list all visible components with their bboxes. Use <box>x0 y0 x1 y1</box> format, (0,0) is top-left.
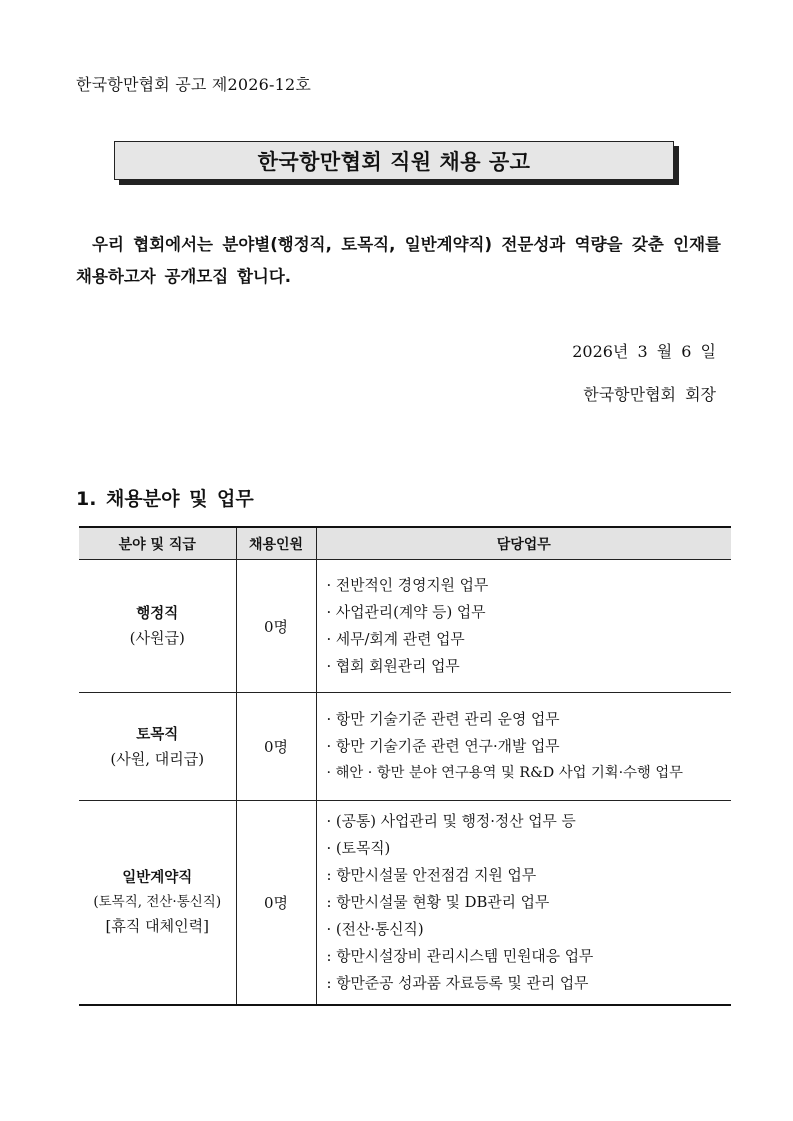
category-cell <box>79 560 236 693</box>
category-grade: (토목직, 전산·통신직) <box>93 894 222 911</box>
duty-item: : 항만준공 성과품 자료등록 및 관리 업무 <box>326 974 589 992</box>
header-duties: 담당업무 <box>316 527 731 560</box>
category-cell <box>79 693 236 801</box>
headcount: 0명 <box>236 801 316 1005</box>
duty-item: · 세무/회계 관련 업무 <box>326 631 465 648</box>
table-header-row <box>79 527 731 560</box>
header-count: 채용인원 <box>236 527 316 560</box>
category-grade: (사원급) <box>129 629 185 647</box>
category-name: 행정직 <box>136 606 179 622</box>
duties-cell <box>316 693 731 801</box>
duty-item: : 항만시설물 현황 및 DB관리 업무 <box>326 893 550 911</box>
recruitment-table <box>79 526 731 1006</box>
category-grade: (사원, 대리급) <box>110 749 205 768</box>
duty-item: · (공통) 사업관리 및 행정·정산 업무 등 <box>326 812 576 830</box>
duty-item: : 항만시설물 안전점검 지원 업무 <box>326 866 537 884</box>
section-title: 1. 채용분야 및 업무 <box>76 488 254 510</box>
notice-number: 한국항만협회 공고 제2026-12호 <box>76 75 312 94</box>
table-row <box>79 560 731 693</box>
header-category: 분야 및 직급 <box>79 527 236 560</box>
signer: 한국항만협회 회장 <box>583 385 716 404</box>
page-title: 한국항만협회 직원 채용 공고 <box>114 141 674 180</box>
category-name: 토목직 <box>136 726 179 743</box>
duty-item: · 항만 기술기준 관련 관리 운영 업무 <box>326 711 560 728</box>
duty-item: · 해안 · 항만 분야 연구용역 및 R&D 사업 기획·수행 업무 <box>326 765 683 781</box>
duty-item: · 항만 기술기준 관련 연구·개발 업무 <box>326 738 560 755</box>
title-banner <box>114 141 680 186</box>
headcount: 0명 <box>236 693 316 801</box>
duty-item: · 사업관리(계약 등) 업무 <box>326 604 486 621</box>
table-row <box>79 801 731 1005</box>
duties-cell <box>316 560 731 693</box>
announcement-date: 2026년 3 월 6 일 <box>572 342 716 361</box>
duties-cell <box>316 801 731 1005</box>
duty-item: · (토목직) <box>326 839 391 857</box>
headcount: 0명 <box>236 560 316 693</box>
duty-item: : 항만시설장비 관리시스템 민원대응 업무 <box>326 947 594 965</box>
duty-item: · (전산·통신직) <box>326 920 424 938</box>
duty-item: · 협회 회원관리 업무 <box>326 658 460 675</box>
table-row <box>79 693 731 801</box>
category-cell <box>79 801 236 1005</box>
category-name: 일반계약직 <box>122 870 193 887</box>
intro-paragraph: 우리 협회에서는 분야별(행정직, 토목직, 일반계약직) 전문성과 역량을 갖춘 인재를 채용하고자 공개모집 합니다. <box>76 235 721 286</box>
duty-item: · 전반적인 경영지원 업무 <box>326 577 489 594</box>
category-note: [휴직 대체인력] <box>105 917 209 936</box>
